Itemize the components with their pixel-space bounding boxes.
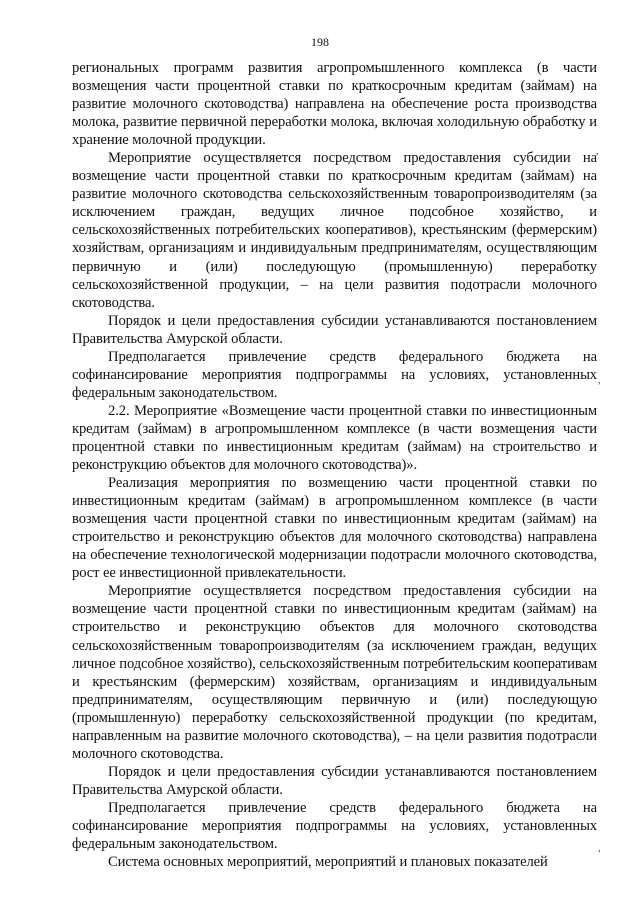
scan-speck: , <box>598 843 601 854</box>
paragraph-4: Предполагается привлечение средств федерального бюджета на софинансирование мероприятия подпрограммы на условиях, установленных федеральным законодательством. <box>72 348 597 401</box>
paragraph-9: Предполагается привлечение средств федерального бюджета на софинансирование мероприятия подпрограммы на условиях, установленных федеральным законодательством. <box>72 799 597 853</box>
paragraph-8: Порядок и цели предоставления субсидии устанавливаются постановлением Правительства Амурской области. <box>72 763 597 798</box>
page-number: 198 <box>311 35 329 49</box>
paragraph-7: Мероприятие осуществляется посредством предоставления субсидии на возмещение части процентной ставки по инвестиционным кредитам (займам) на строительство и реконструкцию объектов для молочного скотоводства сельскохозяйственным товаропроизводителям (за исключением граждан, ведущих личное подсобное хозяйство), сельскохозяйственным потребительским кооперативам и крестьянским (фермерским) хозяйствам, организациям и индивидуальным предпринимателям, осуществляющим первичную и (или) последующую (промышленную) переработку сельскохозяйственной продукции (по кредитам, направленным на развитие молочного скотоводства), – на цели развития подотрасли молочного скотоводства. <box>72 583 597 762</box>
paragraph-1: региональных программ развития агропромышленного комплекса (в части возмещения части процентной ставки по краткосрочным кредитам (займам) на развитие молочного скотоводства) направлена на обеспечение роста производства молока, развитие первичной переработки молока, включая холодильную обработку и хранение молочной продукции. <box>72 60 597 149</box>
paragraph-3: Порядок и цели предоставления субсидии устанавливаются постановлением Правительства Амурской области. <box>72 312 597 347</box>
scan-speck: , <box>598 375 601 386</box>
paragraph-6: Реализация мероприятия по возмещению части процентной ставки по инвестиционным кредитам (займам) в агропромышленном комплексе (в части возмещения части процентной ставки по инвестиционным кредитам (займам) на строительство и реконструкцию объектов для молочного скотоводства) направлена на обеспечение технологической модернизации подотрасли молочного скотоводства, рост ее инвестиционной привлекательности. <box>72 475 597 582</box>
scan-speck: , <box>596 146 599 157</box>
paragraph-2: Мероприятие осуществляется посредством предоставления субсидии на возмещение части процентной ставки по краткосрочным кредитам (займам) на развитие молочного скотоводства сельскохозяйственным товаропроизводителям (за исключением граждан, ведущих личное подсобное хозяйство, и сельскохозяйственных потребительских кооперативов), крестьянским (фермерским) хозяйствам, организациям и индивидуальным предпринимателям, осуществляющим первичную и (или) последующую (промышленную) переработку сельскохозяйственной продукции, – на цели развития подотрасли молочного скотоводства. <box>72 150 597 311</box>
paragraph-5: 2.2. Мероприятие «Возмещение части процентной ставки по инвестиционным кредитам (займам) в агропромышленном комплексе (в части возмещения части процентной ставки по инвестиционным кредитам (займам) на строительство и реконструкцию объектов для молочного скотоводства)». <box>72 402 597 474</box>
document-body <box>72 59 597 871</box>
paragraph-10: Система основных мероприятий, мероприятий и плановых показателей <box>108 854 548 871</box>
